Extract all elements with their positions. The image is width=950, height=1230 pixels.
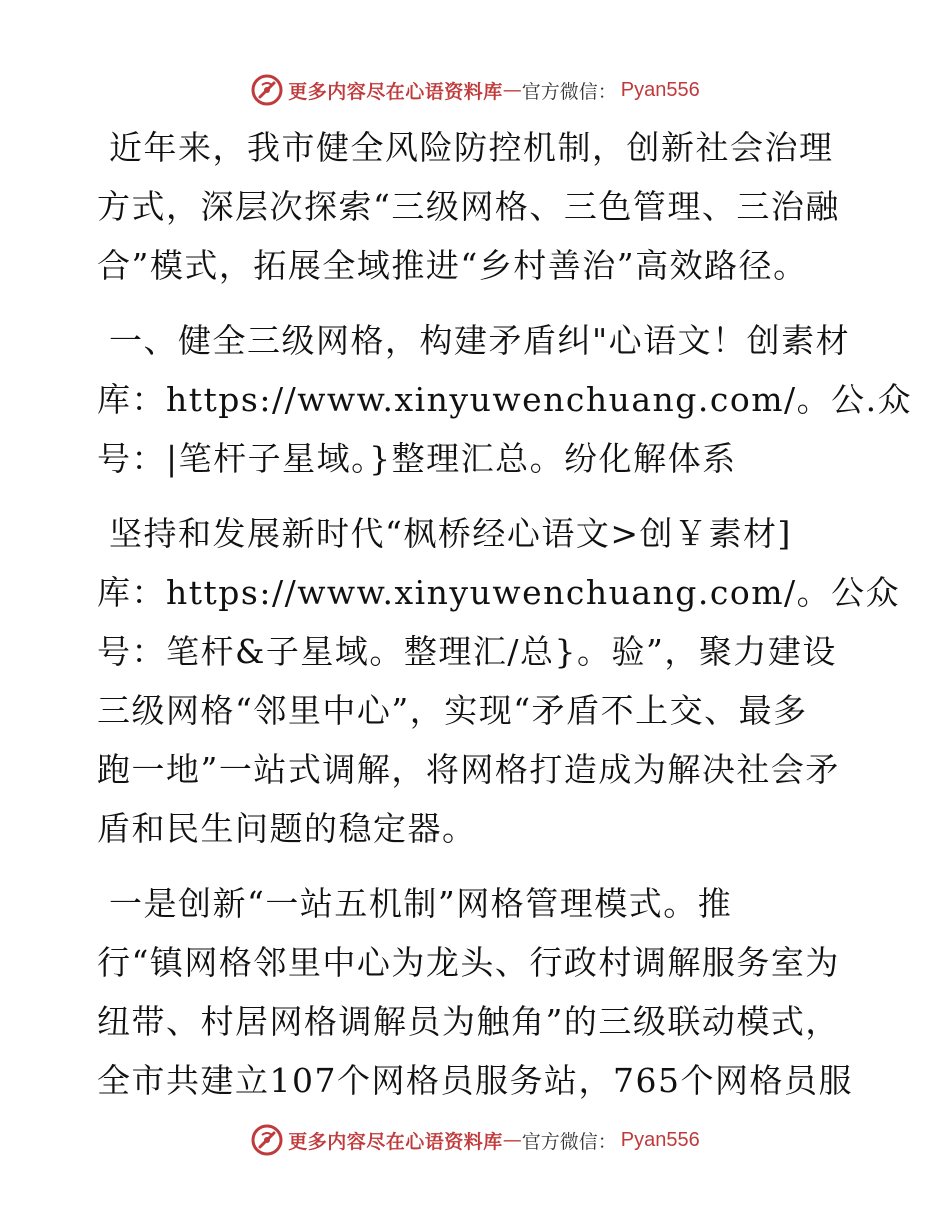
footer-wechat-id: Pyan556 xyxy=(620,1128,700,1151)
footer-brand-text: 更多内容尽在心语资料库 xyxy=(288,1130,503,1153)
text-line: 三级网格“邻里中心”，实现“矛盾不上交、最多 xyxy=(97,691,808,730)
header-wechat-label: 官方微信： xyxy=(521,80,617,103)
text-line: 行“镇网格邻里中心为龙头、行政村调解服务室为 xyxy=(97,943,840,982)
text-line: 方式，深层次探索“三级网格、三色管理、三治融 xyxy=(97,187,840,226)
text-line: 号：|笔杆子星域。}整理汇总。纷化解体系 xyxy=(97,439,737,478)
footer-separator: — xyxy=(502,1129,522,1151)
paragraph-section-heading xyxy=(97,311,913,488)
text-line: 盾和民生问题的稳定器。 xyxy=(97,809,477,848)
header-brand-text: 更多内容尽在心语资料库 xyxy=(288,80,503,103)
document-body xyxy=(97,118,913,1126)
text-line: 近年来，我市健全风险防控机制，创新社会治理 xyxy=(109,128,834,167)
paragraph-intro xyxy=(97,118,857,295)
text-line: 库：https://www.xinyuwenchuang.com/。公众 xyxy=(97,573,901,612)
text-line: 跑一地”一站式调解，将网格打造成为解决社会矛 xyxy=(97,750,840,789)
header-wechat-id: Pyan556 xyxy=(620,78,700,101)
header-separator: — xyxy=(502,79,522,101)
paragraph-body xyxy=(97,504,901,858)
text-line: 全市共建立107个网格员服务站，765个网格员服 xyxy=(97,1061,853,1100)
page-footer xyxy=(0,1120,950,1160)
footer-wechat-label: 官方微信： xyxy=(521,1130,617,1153)
seal-logo-icon xyxy=(250,73,284,107)
seal-logo-icon xyxy=(250,1123,284,1157)
text-line: 坚持和发展新时代“枫桥经心语文>创￥素材] xyxy=(109,514,792,553)
text-line: 合”模式，拓展全域推进“乡村善治”高效路径。 xyxy=(97,246,808,285)
page-header xyxy=(0,70,950,110)
text-line: 库：https://www.xinyuwenchuang.com/。公.众 xyxy=(97,380,913,419)
paragraph-mechanism xyxy=(97,874,857,1110)
text-line: 一、健全三级网格，构建矛盾纠"心语文！创素材 xyxy=(109,321,851,360)
text-line: 一是创新“一站五机制”网格管理模式。推 xyxy=(109,884,733,923)
text-line: 纽带、村居网格调解员为触角”的三级联动模式， xyxy=(97,1002,840,1041)
text-line: 号：笔杆&子星域。整理汇/总}。验”，聚力建设 xyxy=(97,632,837,671)
